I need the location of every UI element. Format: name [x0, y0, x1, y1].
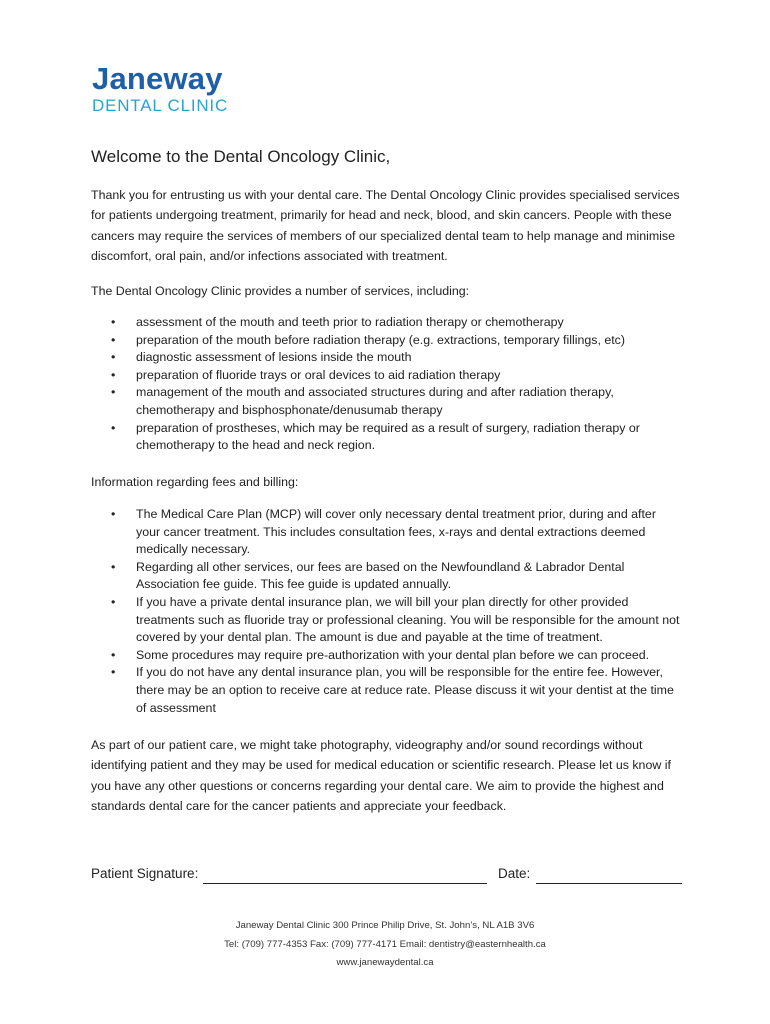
list-item: • management of the mouth and associated structures during and after radiation therapy, chemotherapy and bisphosphonate/denusumab therapy	[111, 385, 614, 417]
date-label: Date:	[498, 866, 531, 881]
signature-field[interactable]	[203, 883, 487, 884]
list-item: • If you do not have any dental insurance plan, you will be responsible for the entire fee. However, there may be an option to receive care at reduce rate. Please discuss it wit your dentist at the time of assessment	[111, 665, 674, 715]
list-item: • assessment of the mouth and teeth prior to radiation therapy or chemotherapy	[91, 314, 681, 332]
list-item: • Some procedures may require pre-authorization with your dental plan before we can proceed.	[91, 647, 681, 665]
bullet-icon: •	[111, 385, 116, 400]
bullet-icon: •	[111, 367, 116, 382]
list-item: • diagnostic assessment of lesions inside the mouth	[91, 349, 681, 367]
closing-paragraph: As part of our patient care, we might take photography, videography and/or sound recordings without identifying patient and they may be used for medical education or scientific research. Please let us know if you have any other questions or concerns regarding your dental care. We aim to provide the highest and standards dental care for the cancer patients and appreciate your feedback.	[91, 738, 671, 814]
bullet-icon: •	[111, 507, 116, 521]
signature-label: Patient Signature:	[91, 866, 199, 881]
services-heading: The Dental Oncology Clinic provides a number of services, including:	[91, 284, 470, 298]
bullet-icon: •	[111, 420, 116, 435]
fees-list	[91, 506, 681, 717]
bullet-icon: •	[111, 594, 116, 609]
clinic-logo	[92, 62, 228, 116]
intro-paragraph: Thank you for entrusting us with your dental care. The Dental Oncology Clinic provides specialised services for patients undergoing treatment, primarily for head and neck, blood, and skin cancers. People with these cancers may require the services of members of our specialized dental team to help manage and minimise discomfort, oral pain, and/or infections associated with treatment.	[91, 188, 680, 264]
list-item: • preparation of prostheses, which may be required as a result of surgery, radiation therapy or chemotherapy to the head and neck region.	[111, 420, 640, 453]
fees-heading: Information regarding fees and billing:	[91, 475, 299, 489]
list-item: • The Medical Care Plan (MCP) will cover only necessary dental treatment prior, during and after your cancer treatment. This includes consultation fees, x-rays and dental extractions deemed medically necessary.	[111, 507, 656, 557]
bullet-icon: •	[111, 559, 116, 574]
bullet-icon: •	[111, 665, 116, 680]
footer-contact: Tel: (709) 777-4353 Fax: (709) 777-4171 Email: dentistry@easternhealth.ca	[224, 939, 546, 950]
bullet-icon: •	[111, 647, 116, 662]
date-field[interactable]	[536, 883, 682, 884]
footer-website: www.janewaydental.ca	[336, 957, 434, 968]
list-item: • If you have a private dental insurance plan, we will bill your plan directly for other provided treatments such as fluoride tray or professional cleaning. You will be responsible for the amount not covered by your dental plan. The amount is due and payable at the time of treatment.	[111, 594, 680, 645]
footer-address: Janeway Dental Clinic 300 Prince Philip Drive, St. John’s, NL A1B 3V6	[235, 920, 535, 931]
bullet-icon: •	[111, 350, 116, 365]
logo-name: Janeway	[92, 61, 223, 96]
greeting-heading: Welcome to the Dental Oncology Clinic,	[91, 147, 391, 166]
list-item: • Regarding all other services, our fees are based on the Newfoundland & Labrador Dental Association fee guide. This fee guide is updated annually.	[111, 559, 625, 592]
bullet-icon: •	[111, 315, 116, 329]
bullet-icon: •	[111, 332, 116, 347]
logo-subtitle: DENTAL CLINIC	[92, 96, 229, 115]
services-list	[91, 314, 681, 455]
list-item: • preparation of fluoride trays or oral devices to aid radiation therapy	[91, 367, 681, 385]
list-item: • preparation of the mouth before radiation therapy (e.g. extractions, temporary fillings, etc)	[91, 332, 681, 350]
